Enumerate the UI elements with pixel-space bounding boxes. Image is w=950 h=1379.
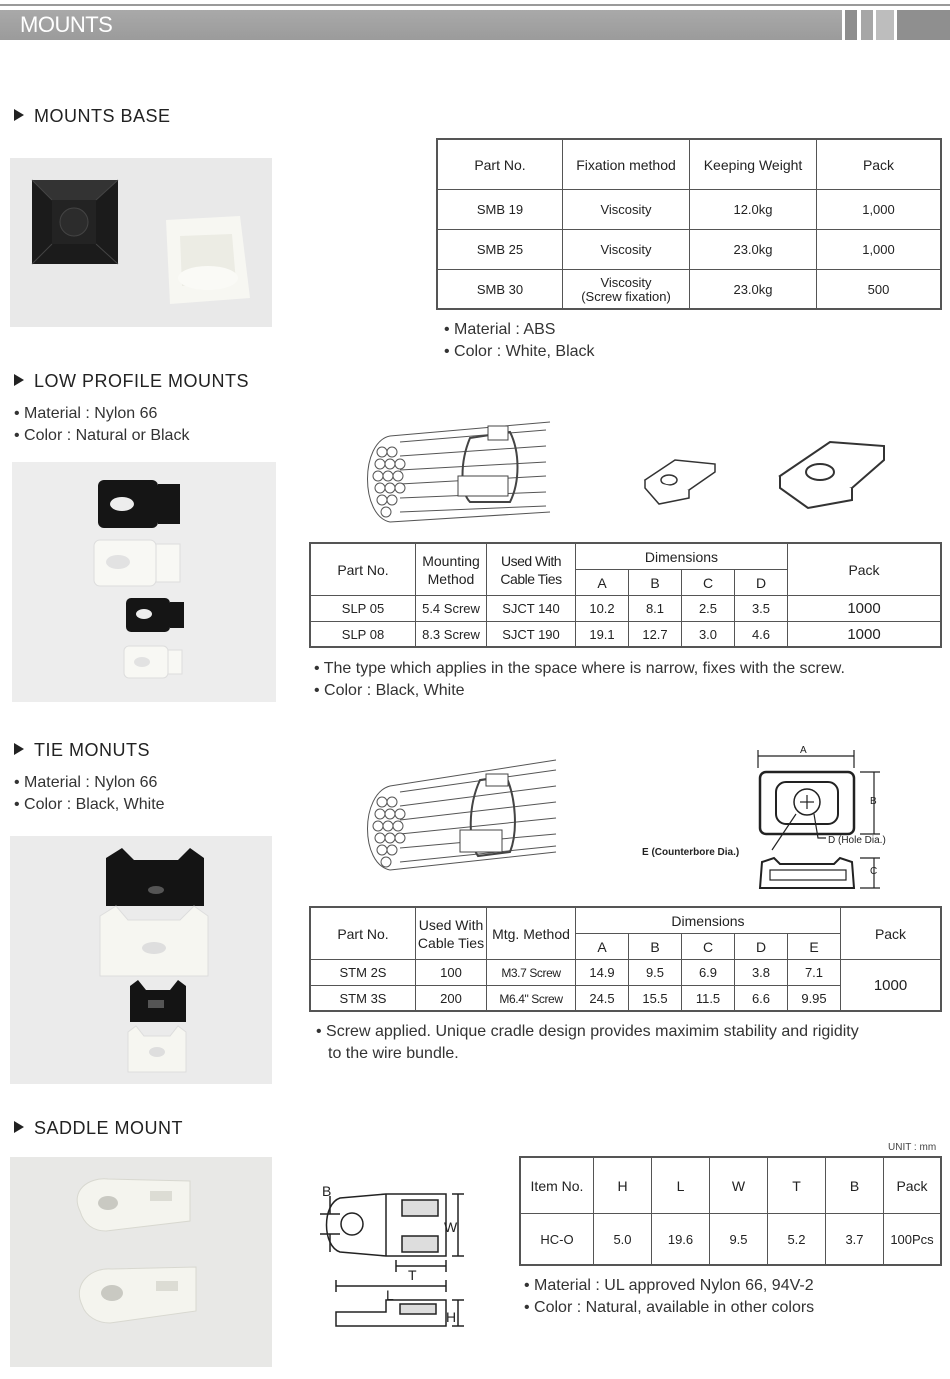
- cell: 19.6: [652, 1214, 710, 1266]
- col-part-no: Part No.: [311, 544, 416, 596]
- tie-mounts-heading: TIE MONUTS: [14, 740, 150, 761]
- col-keeping-weight: Keeping Weight: [690, 140, 817, 190]
- tie-mounts-color: • Color : Black, White: [14, 796, 165, 813]
- col-dim-c: C: [682, 934, 735, 960]
- col-mounting-method: Mounting Method: [416, 544, 487, 596]
- cell: 200: [416, 986, 487, 1012]
- cell: Viscosity: [563, 230, 690, 270]
- cell: 14.9: [576, 960, 629, 986]
- cell: 1000: [841, 960, 941, 1012]
- col-dim-b: B: [629, 570, 682, 596]
- cell: 100Pcs: [884, 1214, 941, 1266]
- tie-mounts-table: [310, 907, 941, 1012]
- dim-label-d: D (Hole Dia.): [828, 835, 886, 846]
- col-b: B: [826, 1158, 884, 1214]
- mounts-base-table: [437, 139, 941, 310]
- cell: STM 2S: [311, 960, 416, 986]
- mounts-base-material: • Material : ABS: [444, 321, 556, 338]
- col-dimensions: Dimensions: [576, 544, 788, 570]
- cell: M6.4" Screw: [487, 986, 576, 1012]
- cell: 5.0: [594, 1214, 652, 1266]
- saddle-mount-photo: [10, 1157, 272, 1367]
- col-dimensions: Dimensions: [576, 908, 841, 934]
- cell: 3.8: [735, 960, 788, 986]
- col-mtg-method: Mtg. Method: [487, 908, 576, 960]
- col-pack: Pack: [841, 908, 941, 960]
- triangle-bullet-icon: [14, 374, 24, 386]
- col-dim-d: D: [735, 934, 788, 960]
- cell: 23.0kg: [690, 230, 817, 270]
- cell: 24.5: [576, 986, 629, 1012]
- saddle-mount-heading: SADDLE MOUNT: [14, 1118, 183, 1139]
- cell: 500: [817, 270, 941, 310]
- dim-label-b: B: [322, 1183, 332, 1199]
- low-profile-note-2: • Color : Black, White: [314, 682, 465, 699]
- cell: 11.5: [682, 986, 735, 1012]
- low-profile-heading: LOW PROFILE MOUNTS: [14, 371, 249, 392]
- cell: 9.5: [629, 960, 682, 986]
- dim-label-b: B: [870, 796, 877, 807]
- table-row: [438, 230, 941, 270]
- cell: Viscosity (Screw fixation): [563, 270, 690, 310]
- table-row: [521, 1214, 941, 1266]
- unit-label: UNIT : mm: [888, 1142, 937, 1153]
- dim-label-e: E (Counterbore Dia.): [642, 847, 740, 858]
- cell: 1,000: [817, 230, 941, 270]
- col-t: T: [768, 1158, 826, 1214]
- cell: 1000: [788, 596, 941, 622]
- tie-mounts-material: • Material : Nylon 66: [14, 774, 158, 791]
- col-pack: Pack: [788, 544, 941, 596]
- table-row: [438, 190, 941, 230]
- col-item-no: Item No.: [521, 1158, 594, 1214]
- col-part-no: Part No.: [311, 908, 416, 960]
- mounts-base-photo: [10, 158, 272, 327]
- saddle-mount-table: [520, 1157, 941, 1266]
- low-profile-color: • Color : Natural or Black: [14, 427, 190, 444]
- cell: 6.6: [735, 986, 788, 1012]
- cell: 1,000: [817, 190, 941, 230]
- dim-label-h: H: [446, 1309, 457, 1325]
- cell: HC-O: [521, 1214, 594, 1266]
- col-dim-a: A: [576, 934, 629, 960]
- dim-label-l: L: [386, 1287, 394, 1303]
- cell: SMB 25: [438, 230, 563, 270]
- tie-mounts-note-2: to the wire bundle.: [328, 1045, 459, 1062]
- cell: 6.9: [682, 960, 735, 986]
- table-row: [311, 960, 941, 986]
- low-profile-photo: [12, 462, 276, 702]
- cell: 23.0kg: [690, 270, 817, 310]
- table-row: [438, 270, 941, 310]
- col-dim-b: B: [629, 934, 682, 960]
- cell: 3.0: [682, 622, 735, 648]
- dim-label-a: A: [800, 745, 807, 756]
- cell: 10.2: [576, 596, 629, 622]
- dim-label-c: C: [870, 866, 878, 877]
- cell: 100: [416, 960, 487, 986]
- col-used-with: Used With Cable Ties: [416, 908, 487, 960]
- saddle-mount-diagram: [316, 1176, 476, 1346]
- low-profile-note-1: • The type which applies in the space where is narrow, fixes with the screw.: [314, 660, 845, 677]
- cell: SJCT 190: [487, 622, 576, 648]
- col-h: H: [594, 1158, 652, 1214]
- triangle-bullet-icon: [14, 743, 24, 755]
- cell: 12.0kg: [690, 190, 817, 230]
- cell: 4.6: [735, 622, 788, 648]
- col-pack: Pack: [817, 140, 941, 190]
- col-l: L: [652, 1158, 710, 1214]
- col-pack: Pack: [884, 1158, 941, 1214]
- cell: 8.1: [629, 596, 682, 622]
- cell: 12.7: [629, 622, 682, 648]
- cell: 8.3 Screw: [416, 622, 487, 648]
- page-title: MOUNTS: [20, 12, 113, 37]
- triangle-bullet-icon: [14, 109, 24, 121]
- tie-mounts-photo: [10, 836, 272, 1084]
- cell: SLP 08: [311, 622, 416, 648]
- mounts-base-heading: MOUNTS BASE: [14, 106, 171, 127]
- low-profile-material: • Material : Nylon 66: [14, 405, 158, 422]
- cell: 7.1: [788, 960, 841, 986]
- cell: SMB 30: [438, 270, 563, 310]
- cell: SLP 05: [311, 596, 416, 622]
- cell: 2.5: [682, 596, 735, 622]
- col-fixation-method: Fixation method: [563, 140, 690, 190]
- cell: 3.7: [826, 1214, 884, 1266]
- cell: 1000: [788, 622, 941, 648]
- col-dim-c: C: [682, 570, 735, 596]
- cell: 19.1: [576, 622, 629, 648]
- cell: SMB 19: [438, 190, 563, 230]
- saddle-mount-color: • Color : Natural, available in other colors: [524, 1299, 815, 1316]
- low-profile-diagram: [360, 412, 940, 532]
- tie-mounts-note-1: • Screw applied. Unique cradle design provides maximim stability and rigidity: [316, 1023, 859, 1040]
- cell: SJCT 140: [487, 596, 576, 622]
- triangle-bullet-icon: [14, 1121, 24, 1133]
- cell: M3.7 Screw: [487, 960, 576, 986]
- cell: Viscosity: [563, 190, 690, 230]
- mounts-base-color: • Color : White, Black: [444, 343, 595, 360]
- col-dim-e: E: [788, 934, 841, 960]
- tie-mounts-diagram: [360, 742, 940, 892]
- col-dim-a: A: [576, 570, 629, 596]
- col-used-with: Used With Cable Ties: [487, 544, 576, 596]
- table-row: [311, 596, 941, 622]
- dim-label-t: T: [408, 1267, 417, 1283]
- saddle-mount-material: • Material : UL approved Nylon 66, 94V-2: [524, 1277, 814, 1294]
- cell: 5.4 Screw: [416, 596, 487, 622]
- low-profile-table: [310, 543, 941, 648]
- col-w: W: [710, 1158, 768, 1214]
- col-dim-d: D: [735, 570, 788, 596]
- cell: 15.5: [629, 986, 682, 1012]
- col-part-no: Part No.: [438, 140, 563, 190]
- dim-label-w: W: [444, 1219, 458, 1235]
- table-row: [311, 622, 941, 648]
- cell: 9.95: [788, 986, 841, 1012]
- cell: 9.5: [710, 1214, 768, 1266]
- header-bar: [0, 0, 950, 44]
- cell: 3.5: [735, 596, 788, 622]
- cell: STM 3S: [311, 986, 416, 1012]
- cell: 5.2: [768, 1214, 826, 1266]
